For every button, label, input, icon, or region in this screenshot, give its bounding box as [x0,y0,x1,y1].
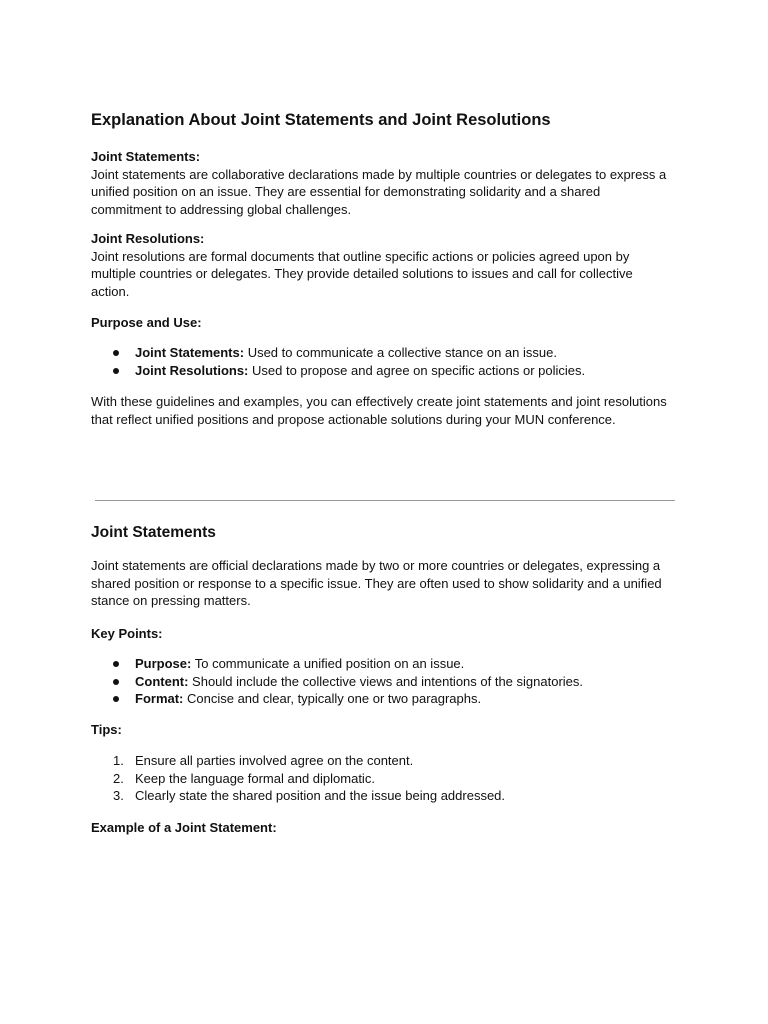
intro-paragraph: Joint statements are official declarations made by two or more countries or delegates, expressing a shared position or response to a specific issue. They are often used to show solidarity and a unified stance on pressing matters. [91,558,662,608]
bullet-icon [113,350,119,356]
section-label: Joint Resolutions: [91,231,205,246]
list-item: Joint Statements: Used to communicate a collective stance on an issue. [91,344,671,362]
bullet-icon [113,679,119,685]
paragraph: Joint statements are collaborative declarations made by multiple countries or delegates to express a unified position on an issue. They are essential for demonstrating solidarity and a shared commitment to addressing global challenges. [91,166,667,217]
joint-statements-definition [91,148,671,218]
example-heading: Example of a Joint Statement: [91,820,277,835]
key-points-list [91,655,671,708]
horizontal-divider [95,500,675,501]
purpose-list [91,344,671,379]
joint-resolutions-definition [91,230,671,300]
list-item: 3. Clearly state the shared position and the issue being addressed. [113,788,506,803]
list-number: 3. [113,788,124,803]
bullet-icon [113,368,119,374]
list-item: Content: Should include the collective views and intentions of the signatories. [91,673,671,691]
tips-list [91,752,671,805]
bullet-icon [113,696,119,702]
list-item: 2. Keep the language formal and diplomatic. [113,770,375,786]
list-item: Purpose: To communicate a unified position on an issue. [91,655,671,673]
purpose-heading: Purpose and Use: [91,315,202,330]
list-number: 1. [113,753,124,768]
paragraph: Joint resolutions are formal documents that outline specific actions or policies agreed upon by multiple countries or delegates. They provide detailed solutions to issues and call for collective action. [91,248,633,299]
section-label: Joint Statements: [91,149,201,164]
bullet-icon [113,661,119,667]
closing-paragraph: With these guidelines and examples, you can effectively create joint statements and joint resolutions that reflect unified positions and propose actionable solutions during your MUN conference. [91,394,667,427]
key-points-heading: Key Points: [91,626,163,641]
list-number: 2. [113,770,124,786]
list-item: 1. Ensure all parties involved agree on the content. [113,753,414,768]
list-item: Joint Resolutions: Used to propose and agree on specific actions or policies. [91,362,671,380]
list-item: Format: Concise and clear, typically one or two paragraphs. [91,690,671,708]
document-title: Explanation About Joint Statements and Joint Resolutions [91,111,551,129]
tips-heading: Tips: [91,722,122,737]
section-heading: Joint Statements [91,524,216,541]
